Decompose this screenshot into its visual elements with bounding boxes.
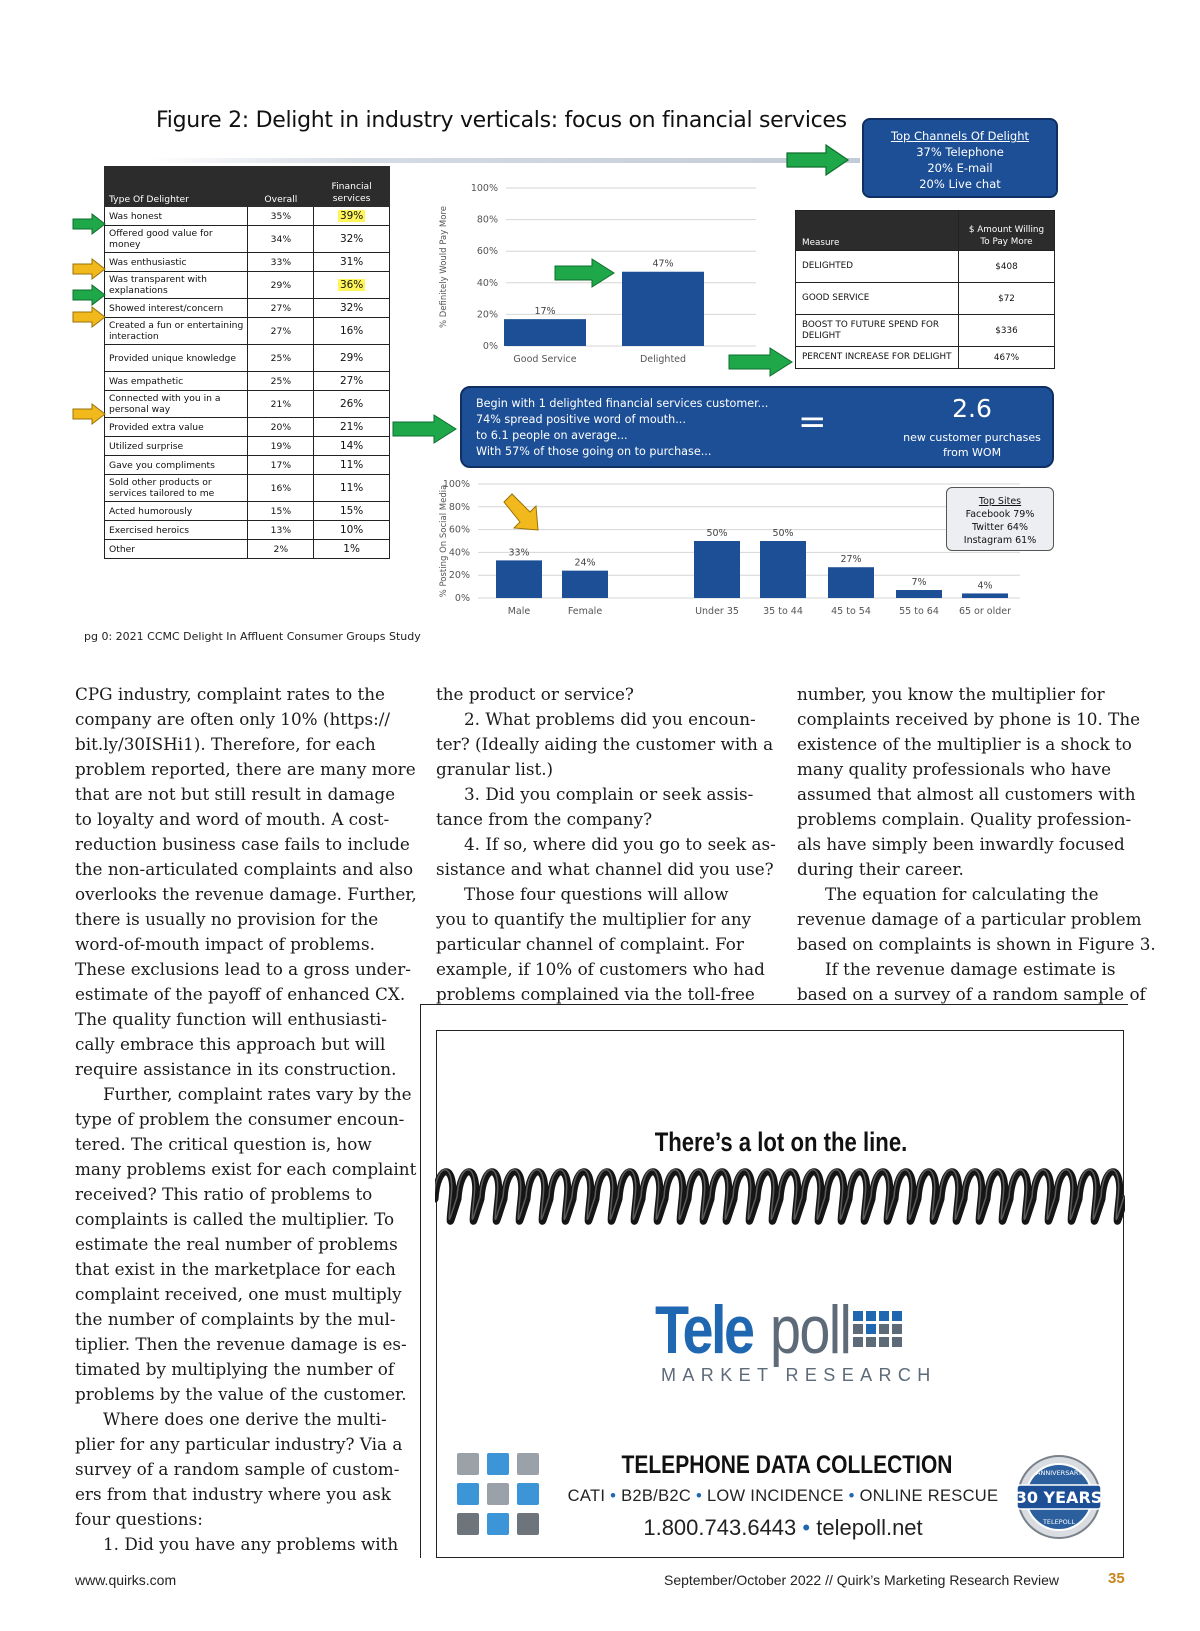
article-line: sistance and what channel did you use? [436,859,774,879]
y-tick-label: 0% [482,341,498,352]
financial-value-cell [314,521,390,540]
top-channels-box [862,118,1058,198]
bar-value-label: 27% [840,554,862,566]
delighter-label: Provided extra value [105,418,248,437]
x-tick-label: 55 to 64 [899,606,939,617]
measure-value: $408 [959,251,1055,283]
article-line: problem reported, there are many more [75,759,416,779]
financial-value: 39% [339,210,364,222]
financial-value-cell [314,391,390,418]
x-tick-label: Female [567,606,603,617]
bar [504,319,586,346]
article-line: you to quantify the multiplier for any [436,909,752,929]
article-line: estimate the real number of problems [75,1234,398,1254]
overall-value: 19% [248,437,314,456]
banner-line: to 6.1 people on average... [476,429,628,442]
bullet-icon: • [802,1515,811,1540]
overall-value: 27% [248,318,314,345]
squares-graphic [457,1453,547,1543]
delighter-label: Sold other products or services tailored to me [105,475,248,502]
measure-value: $72 [959,283,1055,315]
ad-contact [553,1515,1013,1541]
article-line: complaints received by phone is 10. The [797,709,1141,729]
badge-main: 30 YEARS [1015,1488,1103,1507]
table-row [105,253,390,272]
financial-value-cell [314,345,390,372]
top-sites-title: Top Sites [978,496,1022,507]
bar-value-label: 47% [652,258,674,270]
delighter-label: Was enthusiastic [105,253,248,272]
y-axis-label: % Definitely Would Pay More [439,205,449,329]
measure-value: 467% [959,347,1055,369]
financial-value-cell [314,253,390,272]
table-row [796,315,1055,347]
article-line: tance from the company? [436,809,653,829]
green-arrow-icon [786,143,850,177]
green-arrow-icon [728,347,794,377]
ad-headline: There’s a lot on the line. [654,1127,908,1157]
x-tick-label: Male [507,606,531,617]
yellow-arrow-icon [72,306,106,328]
logo-subtitle: MARKET RESEARCH [661,1365,937,1385]
delighter-label: Acted humorously [105,502,248,521]
top-channels-line: 20% Live chat [919,177,1001,191]
bar-value-label: 24% [574,557,596,569]
table-row [105,437,390,456]
header-amount: $ Amount Willing To Pay More [959,211,1055,251]
x-tick-label: 35 to 44 [763,606,803,617]
article-line: reduction business case fails to include [75,834,410,854]
financial-value-cell [314,372,390,391]
table-row [105,475,390,502]
ad-website[interactable]: telepoll.net [816,1515,923,1540]
article-line: complaints is called the multiplier. To [75,1209,395,1229]
article-line: existence of the multiplier is a shock to [797,734,1132,754]
financial-value: 29% [339,352,364,364]
green-arrow-icon [392,414,458,444]
article-line: many quality professionals who have [797,759,1112,779]
article-line: als have simply been inwardly focused [797,834,1125,854]
top-sites-line: Twitter 64% [972,522,1028,533]
top-sites-line: Facebook 79% [965,509,1035,520]
financial-value: 11% [339,482,364,494]
article-line: 3. Did you complain or seek assis- [464,784,754,804]
delighter-table [104,166,390,559]
financial-value-cell [314,299,390,318]
article-line: granular list.) [436,759,554,779]
article-line: word-of-mouth impact of problems. [75,934,375,954]
ad-tagline: TELEPHONE DATA COLLECTION [621,1451,953,1479]
table-row [105,372,390,391]
overall-value: 35% [248,207,314,226]
cord-coil [435,1172,1125,1222]
financial-value: 36% [339,279,364,291]
article-line: that are not but still result in damage [75,784,395,804]
top-channels-line: 20% E-mail [927,161,993,175]
overall-value: 33% [248,253,314,272]
header-measure: Measure [796,211,959,251]
y-tick-label: 40% [448,547,470,559]
table-row [105,345,390,372]
header-financial: Financial services [314,167,390,207]
delighter-label: Other [105,540,248,559]
figure-rule [148,158,860,163]
overall-value: 34% [248,226,314,253]
article-line: that exist in the marketplace for each [75,1259,396,1279]
figure-title: Figure 2: Delight in industry verticals: focus on financial services [156,108,847,133]
bullet-icon: • [695,1487,703,1505]
article-line: company are often only 10% (https:// [75,709,391,729]
article-line: 4. If so, where did you go to seek as- [464,834,776,854]
delighter-label: Provided unique knowledge [105,345,248,372]
article-line: 1. Did you have any problems with [103,1534,399,1554]
article-line: four questions: [75,1509,203,1529]
financial-value: 1% [343,543,360,555]
yellow-arrow-icon [500,492,544,536]
y-tick-label: 100% [442,479,470,490]
green-arrow-icon [72,284,106,306]
measure-label: GOOD SERVICE [796,283,959,315]
article-line: The equation for calculating the [825,884,1099,904]
top-sites-box [946,487,1054,551]
financial-value-cell [314,207,390,226]
y-tick-label: 0% [454,593,470,604]
ad-phone-number[interactable]: 1.800.743.6443 [643,1515,797,1540]
bar [828,567,874,598]
article-line: based on complaints is shown in Figure 3. [797,934,1156,954]
overall-value: 15% [248,502,314,521]
banner-sub-line: from WOM [942,446,1002,459]
green-arrow-icon [72,213,106,235]
article-line: overlooks the revenue damage. Further, [75,884,417,904]
delighter-label: Was transparent with explanations [105,272,248,299]
article-line: problems by the value of the customer. [75,1384,407,1404]
financial-value: 15% [339,505,364,517]
service-item: CATI [567,1487,606,1505]
delighter-label: Offered good value for money [105,226,248,253]
article-line: problems complained via the toll-free [436,984,755,1004]
financial-value: 16% [339,325,364,337]
ad-divider-left [420,1004,421,1558]
article-column-3 [797,682,1156,1007]
yellow-arrow-icon [72,258,106,280]
overall-value: 2% [248,540,314,559]
article-line: The quality function will enthusiasti- [75,1009,387,1029]
financial-value-cell [314,318,390,345]
table-row [105,272,390,299]
article-line: require assistance in its construction. [75,1059,397,1079]
article-line: received? This ratio of problems to [75,1184,373,1204]
financial-value-cell [314,226,390,253]
article-line: complaint received, one must multiply [75,1284,402,1304]
y-axis-label: % Posting On Social Media [439,484,449,598]
financial-value: 31% [339,256,364,268]
financial-value: 26% [339,398,364,410]
table-row [105,456,390,475]
article-line: timated by multiplying the number of [75,1359,395,1379]
article-line: example, if 10% of customers who had [436,959,765,979]
equals-sign: = [798,402,827,442]
financial-value: 27% [339,375,364,387]
delighter-label: Utilized surprise [105,437,248,456]
x-tick-label: Under 35 [695,606,739,617]
delighter-label: Showed interest/concern [105,299,248,318]
overall-value: 13% [248,521,314,540]
article-line: assumed that almost all customers with [797,784,1136,804]
measure-label: BOOST TO FUTURE SPEND FOR DELIGHT [796,315,959,347]
footer-url[interactable]: www.quirks.com [75,1572,177,1588]
page-number: 35 [1108,1570,1125,1587]
banner-text [476,396,768,460]
badge-bottom: TELEPOLL [1042,1518,1076,1526]
bar [562,571,608,598]
table-row [796,251,1055,283]
top-channels-line: 37% Telephone [916,145,1004,159]
article-line: If the revenue damage estimate is [825,959,1116,979]
financial-value-cell [314,418,390,437]
bar-value-label: 33% [508,547,530,559]
article-line: Where does one derive the multi- [103,1409,387,1429]
article-line: CPG industry, complaint rates to the [75,684,385,704]
article-column-2 [436,682,776,1007]
bullet-icon: • [610,1487,617,1505]
article-line: tiplier. Then the revenue damage is es- [75,1334,407,1354]
financial-value: 14% [339,440,364,452]
article-line: based on a survey of a random sample of [797,984,1146,1004]
service-item: B2B/B2C [621,1487,692,1505]
table-row [105,521,390,540]
financial-value-cell [314,456,390,475]
article-line: tered. The critical question is, how [75,1134,372,1154]
financial-value-cell [314,475,390,502]
y-tick-label: 80% [476,214,498,226]
bar-value-label: 17% [534,306,556,318]
y-tick-label: 40% [476,277,498,289]
ad-divider [420,1004,1128,1007]
table-row [105,540,390,559]
banner-sub-line: new customer purchases [903,431,1041,444]
table-row [105,418,390,437]
table-header-row [796,211,1055,251]
y-tick-label: 100% [470,183,498,194]
article-line: survey of a random sample of custom- [75,1459,400,1479]
bar-value-label: 7% [911,577,927,589]
overall-value: 25% [248,345,314,372]
article-line: type of problem the consumer encoun- [75,1109,405,1129]
overall-value: 16% [248,475,314,502]
figure-source: pg 0: 2021 CCMC Delight In Affluent Consumer Groups Study [84,630,421,643]
logo-tele: Tele [655,1292,753,1368]
table-row [105,502,390,521]
bar-value-label: 4% [977,580,993,592]
article-line: Further, complaint rates vary by the [103,1084,412,1104]
y-tick-label: 80% [448,501,470,513]
article-line: during their career. [797,859,964,879]
article-line: cally embrace this approach but will [75,1034,386,1054]
article-line: the non-articulated complaints and also [75,859,414,879]
delighter-label: Gave you compliments [105,456,248,475]
financial-value-cell [314,502,390,521]
financial-value-cell [314,272,390,299]
article-line: estimate of the payoff of enhanced CX. [75,984,406,1004]
banner-line: 74% spread positive word of mouth... [476,413,686,426]
financial-value: 32% [339,233,364,245]
article-line: ter? (Ideally aiding the customer with a [436,734,774,754]
logo-grid-icon [853,1311,905,1355]
delighter-label: Connected with you in a personal way [105,391,248,418]
y-tick-label: 20% [448,570,470,582]
y-tick-label: 60% [476,246,498,258]
service-item: ONLINE RESCUE [859,1487,999,1505]
phone-cord-icon [435,1161,1125,1231]
article-line: the number of complaints by the mul- [75,1309,396,1329]
article-line: to loyalty and word of mouth. A cost- [75,809,390,829]
banner-line: Begin with 1 delighted financial services customer... [476,397,769,410]
article-line: the product or service? [436,684,634,704]
delighter-label: Was empathetic [105,372,248,391]
article-line: particular channel of complaint. For [436,934,744,954]
article-line: ers from that industry where you ask [75,1484,391,1504]
article-line: problems complain. Quality profession- [797,809,1132,829]
table-row [105,318,390,345]
financial-value: 10% [339,524,364,536]
bar [694,541,740,598]
article-line: Those four questions will allow [464,884,729,904]
yellow-arrow-icon [72,403,106,425]
financial-value: 32% [339,302,364,314]
delighter-label: Exercised heroics [105,521,248,540]
bar [962,593,1008,598]
banner-line: With 57% of those going on to purchase... [476,445,712,458]
table-row [105,391,390,418]
bar [622,272,704,346]
service-item: LOW INCIDENCE [706,1487,844,1505]
y-tick-label: 20% [476,309,498,321]
article-line: many problems exist for each complaint [75,1159,417,1179]
article-line: These exclusions lead to a gross under- [75,959,411,979]
bullet-icon: • [848,1487,855,1505]
measure-label: PERCENT INCREASE FOR DELIGHT [796,347,959,369]
banner-result: 2.6 [952,394,992,423]
ad-services [553,1487,1013,1506]
header-type: Type Of Delighter [105,167,248,207]
bar [896,590,942,598]
bar [496,560,542,598]
article-line: plier for any particular industry? Via a [75,1434,403,1454]
financial-value: 21% [339,421,364,433]
footer-issue: September/October 2022 // Quirk’s Marketing Research Review [664,1572,1060,1588]
x-tick-label: 65 or older [958,606,1012,617]
overall-value: 20% [248,418,314,437]
table-row [796,347,1055,369]
table-row [105,299,390,318]
bar-value-label: 50% [706,528,728,539]
overall-value: 27% [248,299,314,318]
wom-banner [460,386,1054,468]
measure-table [795,210,1055,369]
top-sites-line: Instagram 61% [963,535,1037,546]
table-row [796,283,1055,315]
table-row [105,226,390,253]
article-column-1 [75,682,417,1557]
table-header-row [105,167,390,207]
y-tick-label: 60% [448,524,470,536]
header-overall: Overall [248,167,314,207]
table-row [105,207,390,226]
measure-value: $336 [959,315,1055,347]
bar-value-label: 50% [772,528,794,539]
financial-value: 11% [339,459,364,471]
banner-result-sub [902,430,1042,460]
article-line: revenue damage of a particular problem [797,909,1142,929]
telepoll-ad[interactable] [436,1030,1124,1558]
top-channels-title: Top Channels Of Delight [890,129,1030,143]
bar [760,541,806,598]
delighter-label: Was honest [105,207,248,226]
overall-value: 29% [248,272,314,299]
x-tick-label: 45 to 54 [831,606,871,617]
article-line: number, you know the multiplier for [797,684,1105,704]
delighter-label: Created a fun or entertaining interaction [105,318,248,345]
financial-value-cell [314,540,390,559]
article-line: there is usually no provision for the [75,909,379,929]
article-line: bit.ly/30ISHi1). Therefore, for each [75,734,376,754]
overall-value: 25% [248,372,314,391]
overall-value: 21% [248,391,314,418]
x-tick-label: Delighted [639,354,687,365]
overall-value: 17% [248,456,314,475]
x-tick-label: Good Service [513,354,577,365]
measure-label: DELIGHTED [796,251,959,283]
badge-top: ANNIVERSARY [1036,1469,1082,1477]
article-line: 2. What problems did you encoun- [464,709,756,729]
logo-poll: poll [770,1292,851,1368]
financial-value-cell [314,437,390,456]
anniversary-badge-icon [1015,1453,1103,1541]
green-arrow-icon [554,258,616,288]
